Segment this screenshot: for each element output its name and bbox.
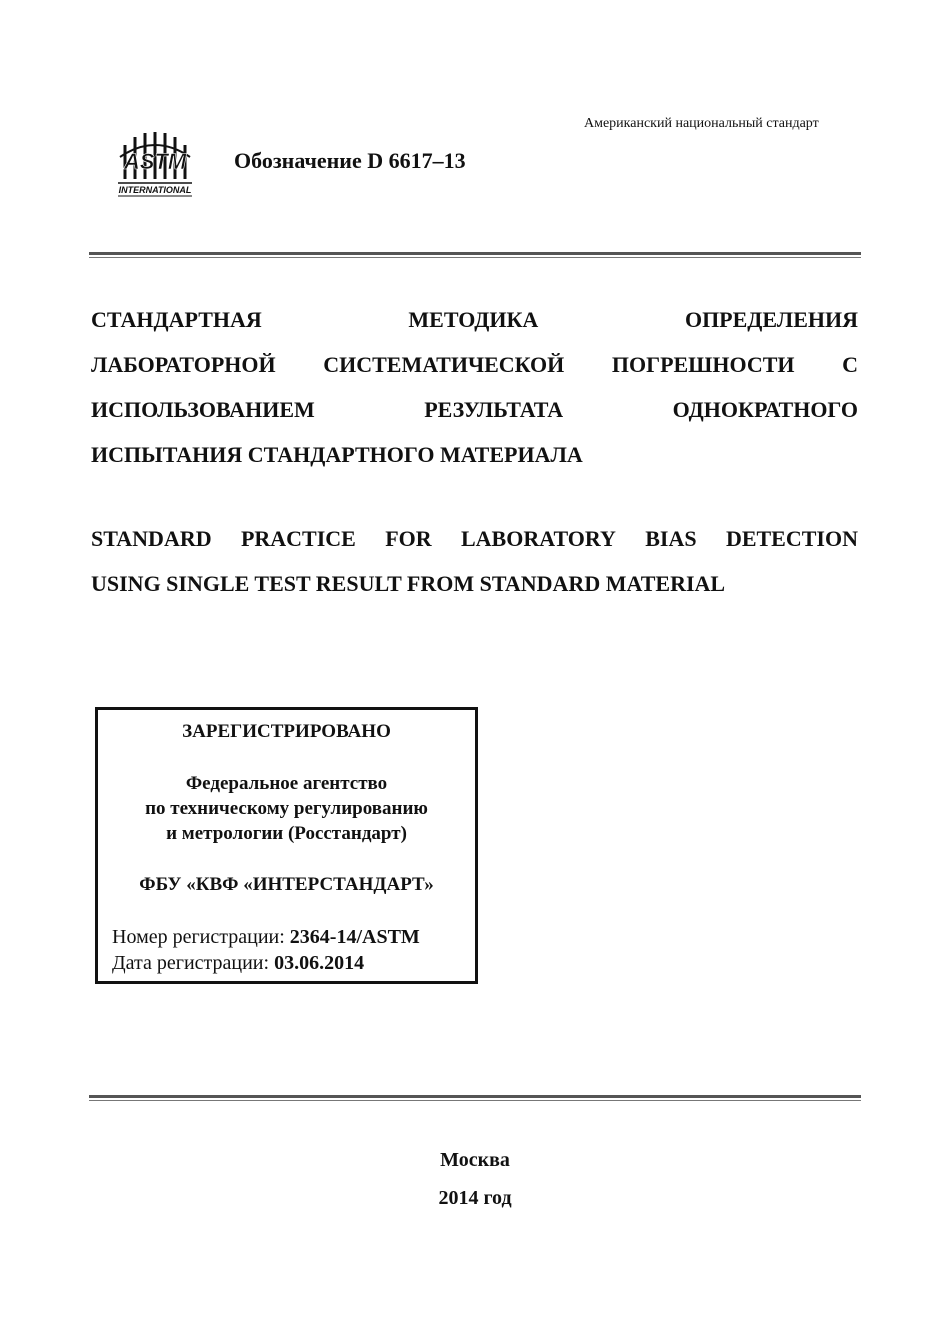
title-ru-line: СТАНДАРТНАЯ МЕТОДИКА ОПРЕДЕЛЕНИЯ [91,307,858,332]
logo-top-text: ASTM [123,149,187,174]
title-ru-line: ИСПЫТАНИЯ СТАНДАРТНОГО МАТЕРИАЛА [91,442,583,467]
footer-year: 2014 год [438,1187,512,1209]
title-en-line: USING SINGLE TEST RESULT FROM STANDARD MATERIAL [91,571,726,596]
logo-bottom-text: INTERNATIONAL [118,185,192,195]
title-ru-line: ИСПОЛЬЗОВАНИЕМ РЕЗУЛЬТАТА ОДНОКРАТНОГО [91,397,858,422]
title-russian [91,297,858,477]
registration-number: Номер регистрации: 2364-14/ASTM [112,926,420,948]
title-english [91,516,858,606]
registration-agency: Федеральное агентство по техническому регулированию и метрологии (Росстандарт) [145,773,428,844]
title-en-line: STANDARD PRACTICE FOR LABORATORY BIAS DETECTION [91,526,858,551]
standard-type: Американский национальный стандарт [584,116,819,131]
registration-organization: ФБУ «КВФ «ИНТЕРСТАНДАРТ» [139,874,434,895]
bottom-divider [89,1095,861,1101]
registration-box [95,707,478,984]
top-divider [89,252,861,258]
designation: Обозначение D 6617–13 [234,148,466,173]
registration-heading: ЗАРЕГИСТРИРОВАНО [182,721,391,742]
registration-date: Дата регистрации: 03.06.2014 [112,952,365,974]
astm-logo [112,127,198,199]
title-ru-line: ЛАБОРАТОРНОЙ СИСТЕМАТИЧЕСКОЙ ПОГРЕШНОСТИ С [91,352,858,377]
footer-city: Москва [440,1149,510,1171]
